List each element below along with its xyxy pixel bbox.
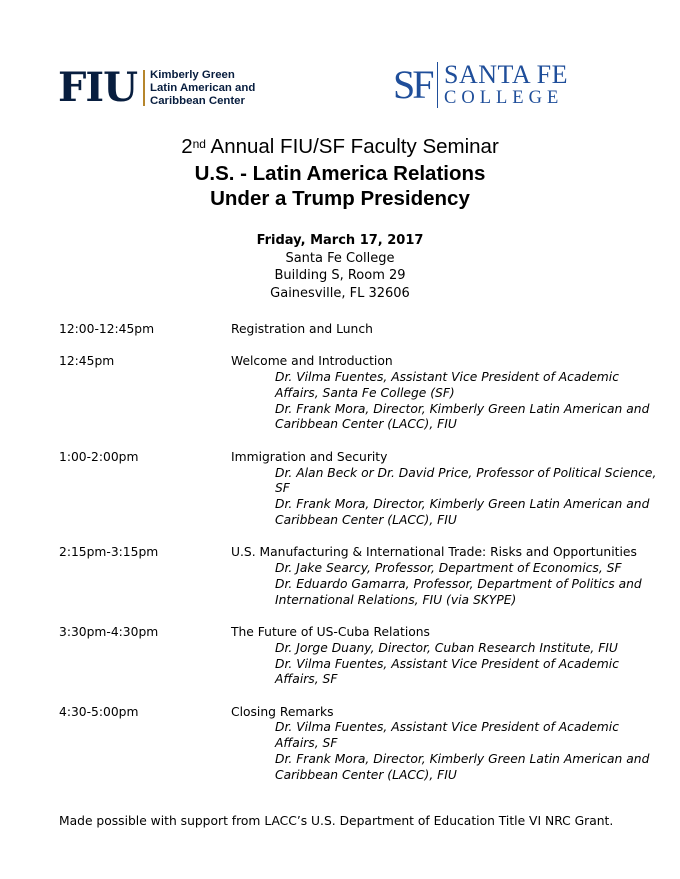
agenda-speaker: Dr. Jorge Duany, Director, Cuban Research Institute, FIU xyxy=(275,640,618,655)
agenda-content xyxy=(231,705,659,784)
agenda-speaker: Dr. Frank Mora, Director, Kimberly Green Latin American and Caribbean Center (LACC), FIU xyxy=(275,401,650,432)
agenda-time: 1:00-2:00pm xyxy=(59,449,139,464)
agenda-speaker: Dr. Frank Mora, Director, Kimberly Green Latin American and Caribbean Center (LACC), FIU xyxy=(275,497,650,527)
agenda-session: The Future of US-Cuba Relations xyxy=(231,624,430,639)
fiu-logo-line: Kimberly Green xyxy=(150,68,235,81)
event-room: Building S, Room 29 xyxy=(274,268,406,283)
agenda-content xyxy=(231,450,659,529)
agenda-time: 3:30pm-4:30pm xyxy=(59,624,159,639)
agenda-time: 2:15pm-3:15pm xyxy=(59,545,159,560)
fiu-logo-text xyxy=(150,69,255,108)
santa-fe-logo-divider xyxy=(437,62,439,108)
agenda-row xyxy=(59,705,659,784)
series-name: Annual FIU/SF Faculty Seminar xyxy=(205,135,499,158)
agenda-session: U.S. Manufacturing & International Trade: Risks and Opportunities xyxy=(231,545,637,560)
fiu-logo-line: Caribbean Center xyxy=(150,94,245,107)
santa-fe-logo-name: SANTA FE xyxy=(444,60,568,89)
agenda-row xyxy=(59,354,659,433)
agenda xyxy=(59,322,659,800)
fiu-logo xyxy=(58,64,256,111)
event-date: Friday, March 17, 2017 xyxy=(256,233,424,248)
agenda-content xyxy=(231,625,659,688)
series-ordinal-suffix: nd xyxy=(192,137,206,151)
agenda-content xyxy=(231,354,659,433)
event-venue: Santa Fe College xyxy=(285,250,395,266)
funding-note: Made possible with support from LACC’s U.S. Department of Education Title VI NRC Grant. xyxy=(59,814,614,828)
agenda-speaker: Dr. Eduardo Gamarra, Professor, Department of Politics and International Relations, FIU (via SKYPE) xyxy=(275,576,642,607)
santa-fe-logo-text xyxy=(444,62,568,108)
agenda-row xyxy=(59,625,659,688)
agenda-speaker: Dr. Alan Beck or Dr. David Price, Professor of Political Science, SF xyxy=(275,465,657,496)
seminar-series xyxy=(0,134,680,160)
agenda-session: Immigration and Security xyxy=(231,449,388,464)
agenda-speaker: Dr. Vilma Fuentes, Assistant Vice President of Academic Affairs, Santa Fe College (SF) xyxy=(275,370,619,400)
event-city: Gainesville, FL 32606 xyxy=(270,285,410,301)
agenda-session: Closing Remarks xyxy=(231,704,334,719)
fiu-logo-line: Latin American and xyxy=(150,81,256,94)
agenda-speaker: Dr. Vilma Fuentes, Assistant Vice President of Academic Affairs, SF xyxy=(275,656,619,687)
santa-fe-logo-college: COLLEGE xyxy=(444,88,564,108)
fiu-logo-divider xyxy=(143,70,145,106)
santa-fe-logo-mark: SF xyxy=(393,62,432,107)
agenda-speaker: Dr. Vilma Fuentes, Assistant Vice President of Academic Affairs, SF xyxy=(275,720,619,751)
agenda-time: 12:45pm xyxy=(59,354,115,369)
series-ordinal: 2 xyxy=(181,135,193,158)
agenda-speaker: Dr. Jake Searcy, Professor, Department of Economics, SF xyxy=(275,561,622,576)
agenda-session: Registration and Lunch xyxy=(231,322,373,336)
santa-fe-logo xyxy=(393,60,568,110)
agenda-time: 12:00-12:45pm xyxy=(59,322,155,336)
agenda-session: Welcome and Introduction xyxy=(231,354,393,369)
fiu-logo-mark: FIU xyxy=(58,64,137,111)
agenda-content xyxy=(231,545,659,608)
seminar-title-line-2: Under a Trump Presidency xyxy=(210,187,470,210)
agenda-row xyxy=(59,322,659,338)
agenda-row xyxy=(59,545,659,608)
agenda-content xyxy=(231,322,659,338)
agenda-speaker: Dr. Frank Mora, Director, Kimberly Green Latin American and Caribbean Center (LACC), FIU xyxy=(275,752,650,782)
event-details xyxy=(0,232,680,302)
agenda-time: 4:30-5:00pm xyxy=(59,704,139,719)
seminar-title-line-1: U.S. - Latin America Relations xyxy=(194,162,486,185)
agenda-row xyxy=(59,450,659,529)
